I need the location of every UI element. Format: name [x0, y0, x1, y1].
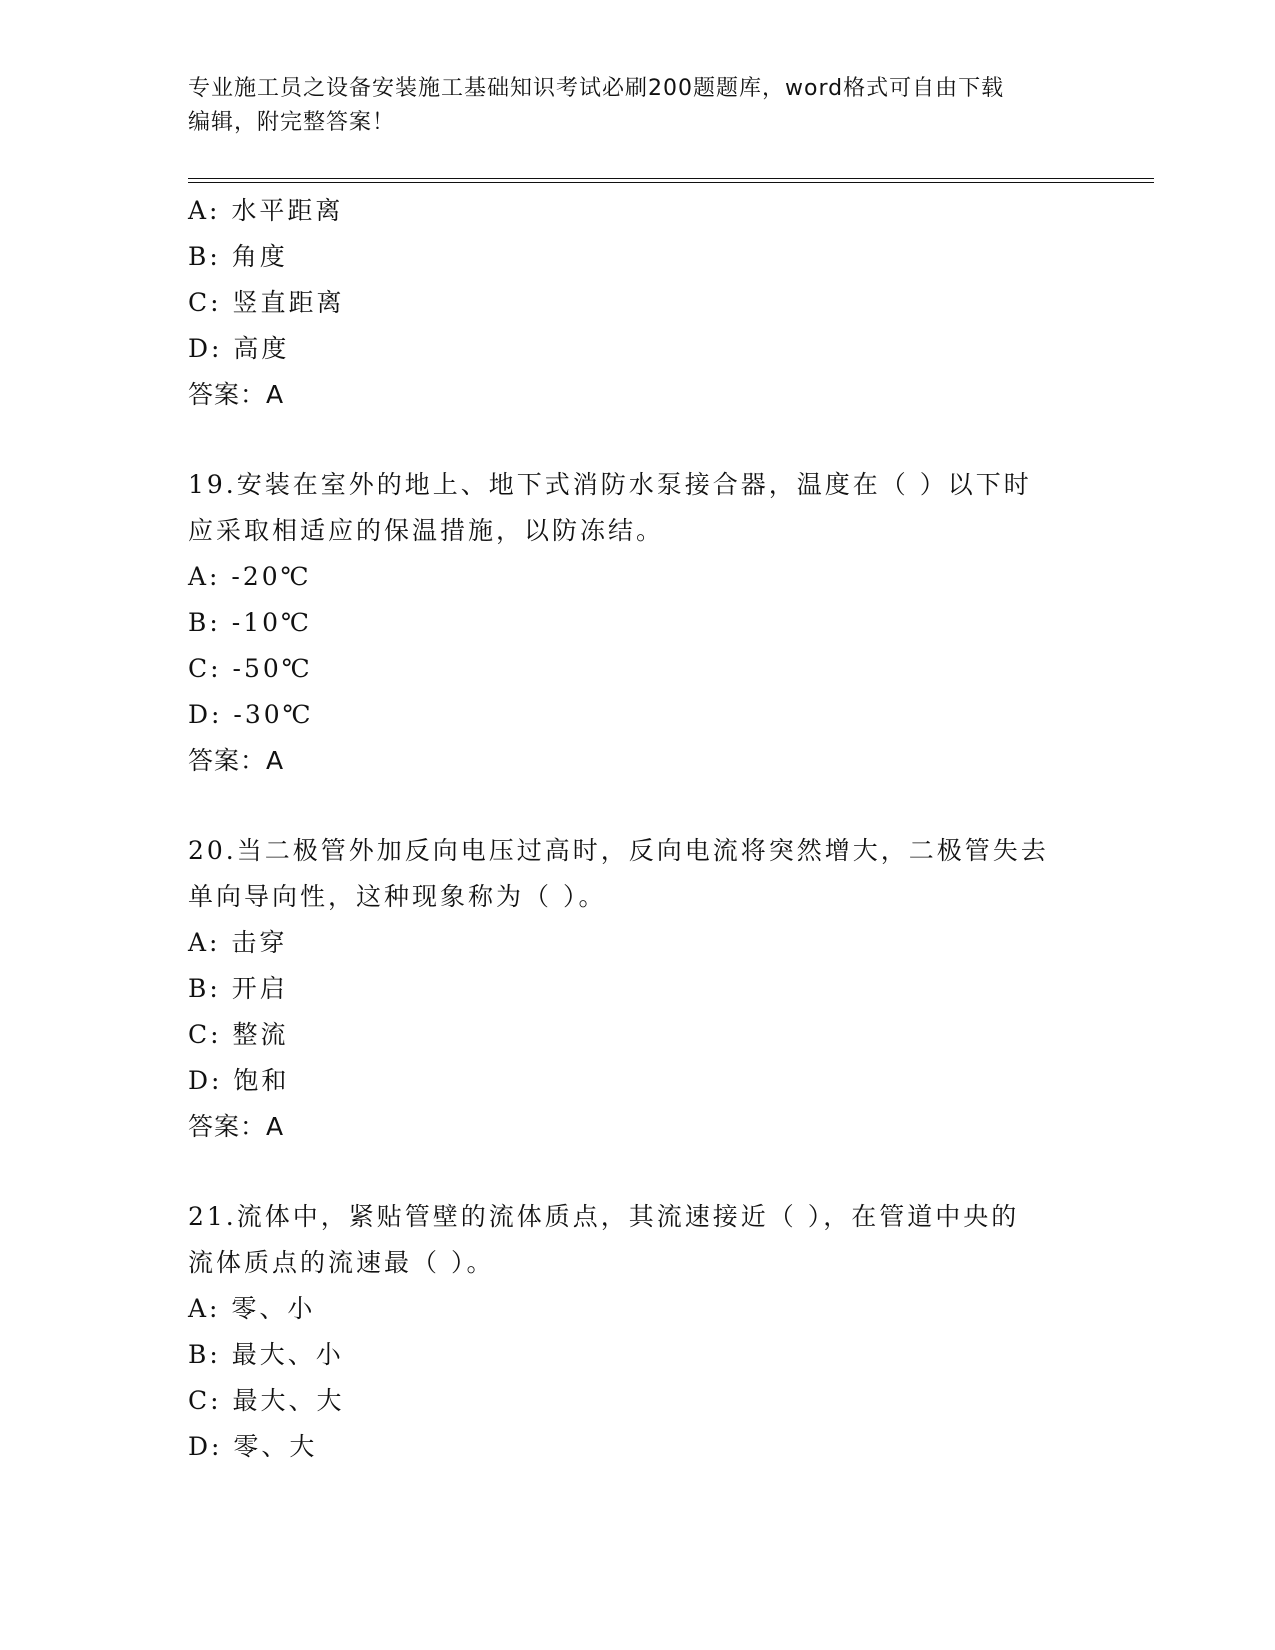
question-text-line-1: 21.流体中，紧贴管壁的流体质点，其流速接近（ ），在管道中央的 — [188, 1202, 1020, 1231]
option-a: A: 水平距离 — [188, 196, 344, 225]
option-b: B: -10℃ — [188, 608, 312, 637]
document-header — [188, 72, 1088, 140]
option-d: D: -30℃ — [188, 700, 314, 729]
answer-line: 答案：A — [188, 746, 285, 775]
header-title-line-2: 编辑，附完整答案！ — [188, 110, 396, 135]
question-list — [188, 188, 1088, 1470]
question-20 — [188, 828, 1088, 1150]
question-text-line-1: 20.当二极管外加反向电压过高时，反向电流将突然增大，二极管失去 — [188, 836, 1049, 865]
option-a: A: 击穿 — [188, 928, 288, 957]
option-c: C: -50℃ — [188, 654, 313, 683]
header-double-rule — [188, 178, 1154, 183]
option-b: B: 角度 — [188, 242, 288, 271]
question-text-line-2: 单向导向性，这种现象称为（ ）。 — [188, 882, 607, 911]
option-d: D: 零、大 — [188, 1432, 318, 1461]
question-text-line-2: 应采取相适应的保温措施，以防冻结。 — [188, 516, 665, 545]
question-text-line-2: 流体质点的流速最（ ）。 — [188, 1248, 495, 1277]
answer-line: 答案：A — [188, 380, 285, 409]
option-c: C: 竖直距离 — [188, 288, 345, 317]
option-b: B: 开启 — [188, 974, 288, 1003]
option-c: C: 整流 — [188, 1020, 289, 1049]
option-b: B: 最大、小 — [188, 1340, 344, 1369]
question-spacer — [188, 418, 1088, 462]
question-19 — [188, 462, 1088, 784]
question-spacer — [188, 784, 1088, 828]
option-a: A: 零、小 — [188, 1294, 316, 1323]
option-c: C: 最大、大 — [188, 1386, 345, 1415]
question-21 — [188, 1194, 1088, 1470]
question-spacer — [188, 1150, 1088, 1194]
header-title-line-1: 专业施工员之设备安装施工基础知识考试必刷200题题库，word格式可自由下载 — [188, 76, 1005, 101]
question-18 — [188, 188, 1088, 418]
option-d: D: 高度 — [188, 334, 290, 363]
question-text-line-1: 19.安装在室外的地上、地下式消防水泵接合器，温度在（ ）以下时 — [188, 470, 1032, 499]
answer-line: 答案：A — [188, 1112, 285, 1141]
option-a: A: -20℃ — [188, 562, 312, 591]
option-d: D: 饱和 — [188, 1066, 290, 1095]
